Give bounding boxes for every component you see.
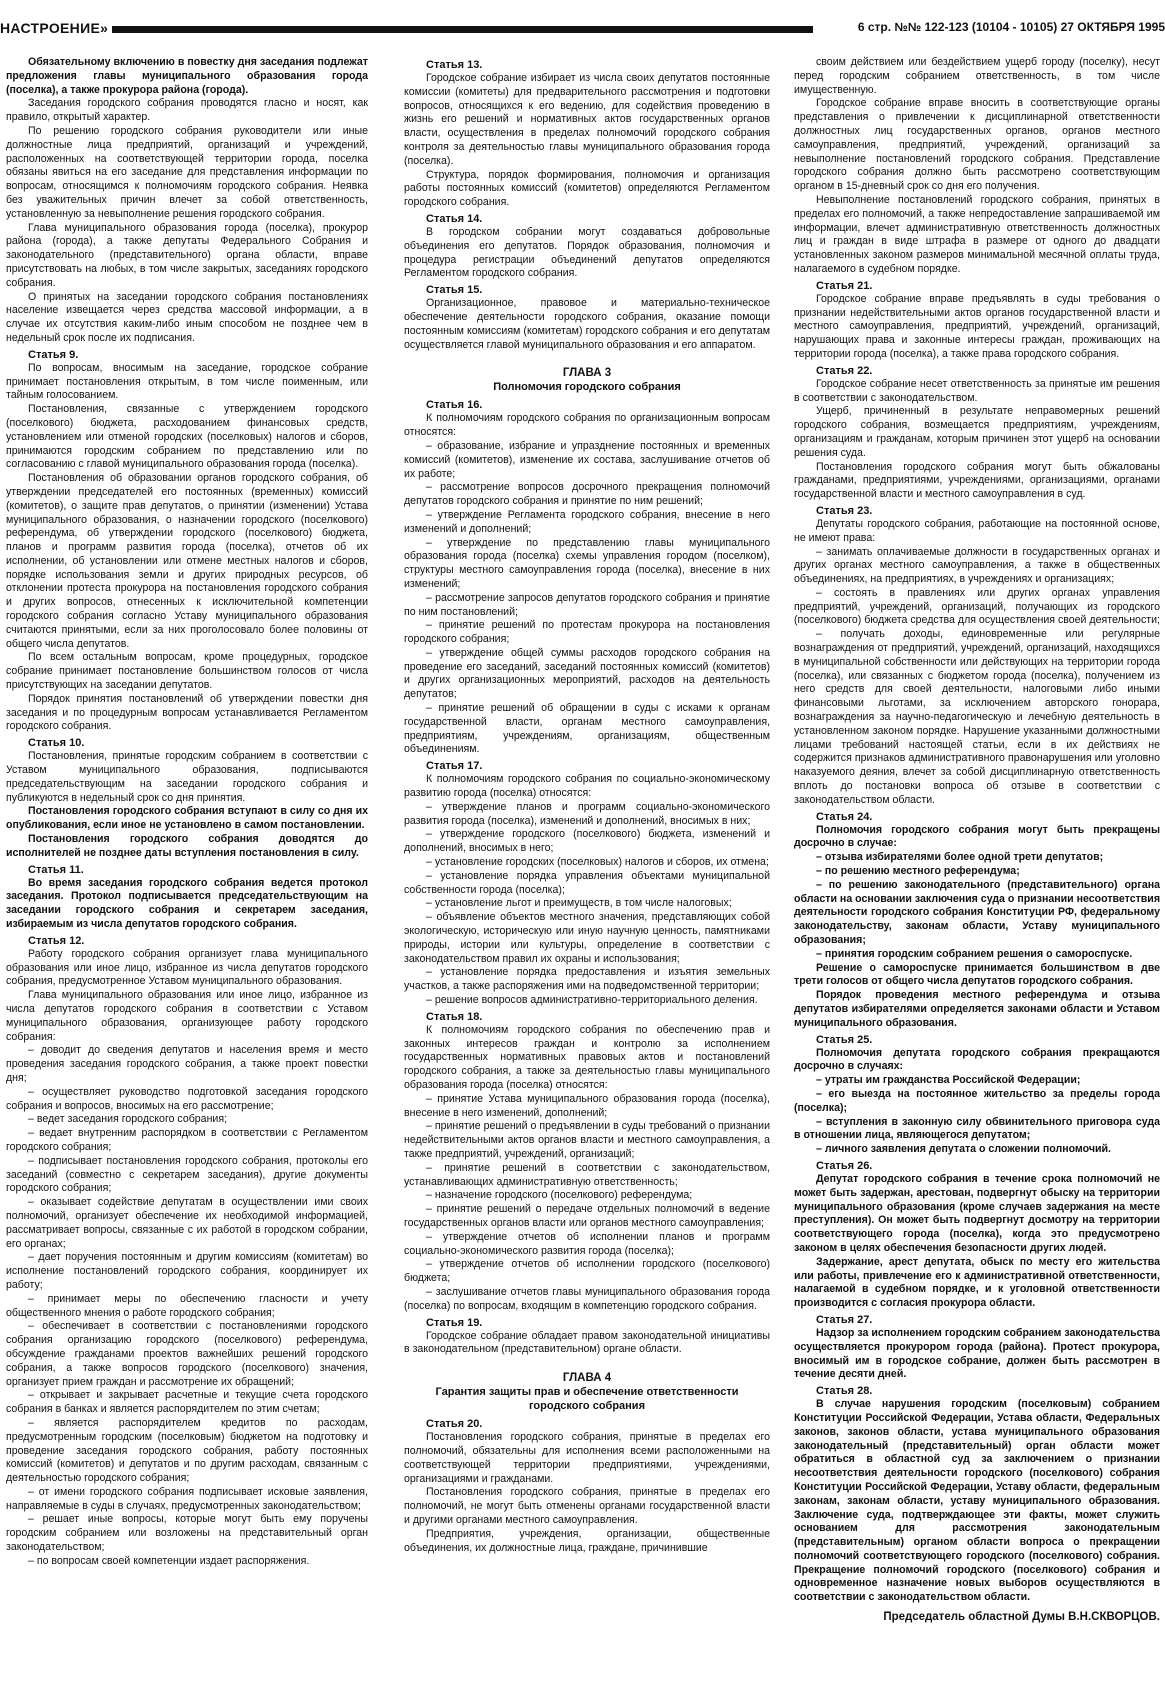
paragraph: – от имени городского собрания подписывает исковые заявления, направляемые в суды в случаях, предусмотренных законодательством; [6,1485,368,1512]
article-heading: Статья 20. [426,1418,483,1431]
paragraph: – назначение городского (поселкового) референдума; [426,1189,693,1202]
paragraph: – утверждение городского (поселкового) бюджета, изменений и дополнений, вносимых в него; [404,828,770,855]
paragraph: – состоять в правлениях или других органах управления предприятий, учреждений, организаций, получающих из городского (поселкового) бюджета средства для осуществления своей деятельности; [794,586,1160,627]
paragraph: – принимает меры по обеспечению гласности и учету общественного мнения о работе городского собрания; [6,1292,368,1319]
paragraph: Обязательному включению в повестку дня заседания подлежат предложения главы муниципального образования города (поселка), а также прокурора района (города). [6,56,368,96]
paragraph: – вступления в законную силу обвинительного приговора суда в отношении лица, являющегося депутатом; [794,1115,1160,1142]
signature-line: Председатель областной Думы В.Н.СКВОРЦОВ. [883,1611,1160,1624]
article-heading: Статья 12. [28,934,85,947]
paragraph: – образование, избрание и упразднение постоянных и временных комиссий (комитетов), изменение их состава, заслушивание отчетов об их работе; [404,439,770,480]
paragraph: – по вопросам своей компетенции издает распоряжения. [28,1554,310,1567]
paragraph: Предприятия, учреждения, организации, общественные объединения, их должностные лица, граждане, причинившие [404,1527,770,1554]
article-heading: Статья 27. [816,1313,873,1326]
paragraph: Городское собрание обладает правом законодательной инициативы в законодательном (представительном) органе области. [404,1329,770,1356]
paragraph: – принятия городским собранием решения о самороспуске. [816,947,1133,960]
paragraph: Задержание, арест депутата, обыск по месту его жительства или работы, привлечение его к административной ответственности, налагаемой в судебном порядке, и к уголовной ответственности производится с согласия прокурора области. [794,1255,1160,1310]
paragraph: К полномочиям городского собрания по организационным вопросам относятся: [404,412,770,439]
paragraph: Невыполнение постановлений городского собрания, принятых в пределах его полномочий, а также непредоставление запрашиваемой им информации, влечет административную ответственность должностных лиц и граждан в виде штрафа в размере от одного до двадцати установленных законом размеров минимальной месячной оплаты труда, налагаемого в судебном порядке. [794,193,1160,275]
paragraph: – заслушивание отчетов главы муниципального образования города (поселка) по вопросам, входящим в компетенцию городского собрания. [404,1285,770,1312]
paragraph: В случае нарушения городским (поселковым) собранием Конституции Российской Федерации, Устава области, Федеральных законов, законов области, устава муниципального образования законодательный (представительный) орган области может обратиться в областной суд за заключением о признании несоответствия деятельности городского (поселкового) собрания Конституции Российской Федерации, Уставу области, федеральным законам, законам области, уставу муниципального образования. Заключение суда, подтверждающее эти факты, может служить основанием для рассмотрения законодательным (представительным) органом области вопроса о прекращении полномочий соответствующего городского (поселкового) собрания. Прекращение полномочий городского (поселкового) собрания и одновременное назначение новых выборов осуществляются в соответствии с законодательством области. [794,1398,1160,1604]
paragraph: Структура, порядок формирования, полномочия и организация работы постоянных комиссий (комитетов) определяются Регламентом городского собрания. [404,168,770,209]
paragraph: Городское собрание вправе вносить в соответствующие органы представления о привлечении к дисциплинарной ответственности должностных лиц государственных органов, органов местного самоуправления, предприятий, учреждений, организаций за невыполнение постановлений городского собрания. Представление городского собрания должно быть рассмотрено соответствующим органом в 15-дневный срок со дня его получения. [794,97,1160,193]
paragraph: – утверждение по представлению главы муниципального образования города (поселка) схемы управления городом (поселком), структуры местного самоуправления города (поселка), внесение в них изменений; [404,536,770,590]
paragraph: – установление порядка управления объектами муниципальной собственности города (поселка); [404,869,770,896]
paragraph: Постановления городского собрания, принятые в пределах его полномочий, обязательны для исполнения всеми расположенными на соответствующей территории предприятиями, учреждениями, организациями и гражданами. [404,1431,770,1485]
paragraph: – принятие решений в соответствии с законодательством, устанавливающих административную ответственность; [404,1161,770,1188]
paragraph: – утверждение отчетов об исполнении городского (поселкового) бюджета; [404,1258,770,1285]
article-heading: Статья 17. [426,760,483,773]
article-heading: Статья 26. [816,1159,873,1172]
paragraph: Городское собрание избирает из числа своих депутатов постоянные комиссии (комитеты) для предварительного рассмотрения и подготовки вопросов, относящихся к его ведению, для содействия проведению в жизнь его решений и нормативных актов государственных органов власти, осуществления в пределах полномочий городского собрания контроля за деятельностью главы муниципального образования города (поселка). [404,72,770,167]
paragraph: По вопросам, вносимым на заседание, городское собрание принимает постановления открытым, в том числе поименным, или тайным голосованием. [6,361,368,402]
article-heading: Статья 25. [816,1033,873,1046]
paragraph: О принятых на заседании городского собрания постановлениях население извещается через средства массовой информации, а в случае их отсутствия каким-либо иным способом не позднее чем в недельный срок после их подписания. [6,290,368,344]
section-title: НАСТРОЕНИЕ» [0,20,109,36]
paragraph: – установление порядка предоставления и изъятия земельных участков, а также распоряжения ими на подведомственной территории; [404,966,770,993]
chapter-heading: ГЛАВА 4 [562,1372,612,1385]
chapter-heading: ГЛАВА 3 [562,367,612,380]
paragraph: – доводит до сведения депутатов и населения время и место проведения заседания городского собрания, а также проект повестки дня; [6,1044,368,1084]
paragraph: – ведет заседания городского собрания; [28,1113,228,1126]
paragraph: – отзыва избирателями более одной трети депутатов; [816,851,1104,864]
paragraph: Надзор за исполнением городским собранием законодательства осуществляется прокурором города (района). Протест прокурора, вносимый им в городское собрание, должен быть рассмотрен в течение десяти дней. [794,1326,1160,1381]
paragraph: – установление городских (поселковых) налогов и сборов, их отмена; [426,856,769,869]
article-heading: Статья 19. [426,1316,483,1329]
paragraph: Постановления, принятые городским собранием в соответствии с Уставом муниципального образования, подписываются председательствующим на заседании городского собрания и публикуются в недельный срок со дня принятия. [6,750,368,804]
article-heading: Статья 13. [426,59,483,71]
article-heading: Статья 21. [816,279,873,292]
paragraph: – установление льгот и преимуществ, в том числе налоговых; [426,897,732,910]
paragraph: – оказывает содействие депутатам в осуществлении ими своих полномочий, организует обеспечение их необходимой информацией, рассматривает вопросы, связанные с их работой в городском собрании, его органах; [6,1196,368,1250]
article-heading: Статья 18. [426,1010,483,1023]
paragraph: По всем остальным вопросам, кроме процедурных, городское собрание принимает постановление большинством голосов от числа присутствующих на заседании депутатов. [6,651,368,692]
paragraph: – решение вопросов административно-территориального деления. [426,994,758,1007]
paragraph: Постановления городского собрания доводятся до исполнителей не позднее даты вступления постановления в силу. [6,833,368,859]
paragraph: Депутаты городского собрания, работающие на постоянной основе, не имеют права: [794,517,1160,544]
paragraph: К полномочиям городского собрания по социально-экономическому развитию города (поселка) относятся: [404,773,770,800]
paragraph: – рассмотрение вопросов досрочного прекращения полномочий депутатов городского собрания и принятие по ним решений; [404,481,770,508]
paragraph: – его выезда на постоянное жительство за пределы города (поселка); [794,1087,1160,1114]
paragraph: К полномочиям городского собрания по обеспечению прав и законных интересов граждан и контролю за исполнением государственных нормативных правовых актов и постановлений городского собрания, а также за деятельностью главы муниципального образования города (поселка) относятся: [404,1023,770,1091]
paragraph: Глава муниципального образования или иное лицо, избранное из числа депутатов городского собрания в соответствии с Уставом муниципального образования, организующее работу городского собрания: [6,989,368,1043]
issue-info: 6 стр. №№ 122-123 (10104 - 10105) 27 ОКТЯБРЯ 1995 [857,20,1165,34]
chapter-subtitle: Полномочия городского собрания [493,381,681,394]
paragraph: – утверждение общей суммы расходов городского собрания на проведение его заседаний, заседаний постоянных комиссий (комитетов) и других организационных мероприятий, расходов на деятельность депутатов; [404,646,770,701]
paragraph: – обеспечивает в соответствии с постановлениями городского собрания организацию городского (поселкового) референдума, обсуждение гражданами проектов важнейших решений городского собрания, а также вопросов городского (поселкового) значения, организует прием граждан и рассмотрение их обращений; [6,1320,368,1388]
paragraph: – объявление объектов местного значения, представляющих собой экологическую, историческую или иную научную ценность, памятниками природы, истории или культуры, определение в соответствии с законодательством правил их охраны и использования; [404,911,770,965]
paragraph: – принятие решений о передаче отдельных полномочий в ведение государственных органов власти или органов местного самоуправления; [404,1203,770,1229]
column-1 [6,56,368,1676]
column-2 [404,56,770,1676]
masthead-rule [112,26,813,33]
paragraph: – утверждение отчетов об исполнении планов и программ социально-экономического развития города (поселка); [404,1230,770,1257]
paragraph: – решает иные вопросы, которые могут быть ему поручены городским собранием или возложены на представительный орган законодательством; [6,1513,368,1554]
paragraph: – дает поручения постоянным и другим комиссиям (комитетам) во исполнение постановлений городского собрания, координирует их работу; [6,1251,368,1291]
paragraph: Заседания городского собрания проводятся гласно и носят, как правило, открытый характер. [6,97,368,124]
paragraph: Порядок принятия постановлений об утверждении повестки дня заседания и по процедурным вопросам устанавливается Регламентом городского собрания. [6,692,368,733]
paragraph: Глава муниципального образования города (поселка), прокурор района (города), а также депутаты Федерального Собрания и законодательного (представительного) органа области, вправе присутствовать на любых, в том числе закрытых, заседаниях городского собрания. [6,221,368,289]
paragraph: – занимать оплачиваемые должности в государственных органах и других органах местного самоуправления, а также в общественных объединениях, на предприятиях, в учреждениях и организациях; [794,545,1160,586]
paragraph: – осуществляет руководство подготовкой заседания городского собрания и вопросов, вносимых на его рассмотрение; [6,1085,368,1112]
column-3 [794,56,1160,1676]
paragraph: – по решению местного референдума; [816,865,1020,878]
article-heading: Статья 9. [28,348,79,361]
article-heading: Статья 14. [426,212,483,225]
paragraph: – открывает и закрывает расчетные и текущие счета городского собрания в банках и является распорядителем по этим счетам; [6,1389,368,1416]
paragraph: – принятие решений о предъявлении в суды требований о признании недействительными актов органов власти и местного самоуправления, а также предприятий, учреждений, организаций; [404,1120,770,1160]
paragraph: – личного заявления депутата о сложении полномочий. [816,1143,1111,1156]
paragraph: – утверждение планов и программ социально-экономического развития города (поселка), изменений и дополнений, вносимых в них; [404,800,770,827]
article-heading: Статья 23. [816,504,873,517]
masthead [0,18,1165,40]
article-heading: Статья 11. [28,863,84,876]
paragraph: – рассмотрение запросов депутатов городского собрания и принятие по ним постановлений; [404,591,770,618]
paragraph: По решению городского собрания руководители или иные должностные лица предприятий, организаций и учреждений, расположенных на соответствующей территории города, поселка обязаны явиться на его заседание для представления информации по вопросам, относящимся к полномочиям городского собрания. Неявка без уважительных причин влечет за собой ответственность, установленную за невыполнение решения городского собрания. [6,124,368,220]
paragraph: Ущерб, причиненный в результате неправомерных решений городского собрания, возмещается предприятиям, учреждениям, организациям и гражданам, которым причинен этот ущерб на основании решения суда. [794,405,1160,459]
chapter-subtitle: Гарантия защиты прав и обеспечение ответственности городского собрания [435,1386,739,1413]
paragraph: – принятие решений по протестам прокурора на постановления городского собрания; [404,619,770,646]
paragraph: Организационное, правовое и материально-техническое обеспечение деятельности городского собрания, оказание помощи постоянным комиссиям (комитетам) городского собрания и его депутатам осуществляется главой муниципального образования и его аппаратом. [404,297,770,351]
paragraph: Депутат городского собрания в течение срока полномочий не может быть задержан, арестован, подвергнут обыску на территории муниципального образования (кроме случаев задержания на месте преступления). Он может быть подвергнут досмотру на территории соответствующего города (поселка), когда это предусмотрено законом в целях обеспечения безопасности других людей. [794,1172,1160,1254]
paragraph: Полномочия городского собрания могут быть прекращены досрочно в случае: [794,823,1160,850]
paragraph: – является распорядителем кредитов по расходам, предусмотренным городским (поселковым) бюджетом на подготовку и проведение заседания городского собрания, работу постоянных комиссий (комитетов) и депутатов и по другим расходам, связанным с деятельностью городского собрания; [6,1416,368,1485]
paragraph: – принятие решений об обращении в суды с исками к органам государственной власти, органам местного самоуправления, предприятиям, учреждениям, организациям, общественным объединениям. [404,702,770,756]
article-heading: Статья 16. [426,399,483,412]
paragraph: своим действием или бездействием ущерб городу (поселку), несут перед городским собранием ответственность, в том числе имущественную. [794,56,1160,96]
paragraph: – подписывает постановления городского собрания, протоколы его заседаний (совместно с секретарем заседания), другие документы городского собрания; [6,1154,368,1195]
paragraph: – утраты им гражданства Российской Федерации; [816,1074,1081,1087]
paragraph: Работу городского собрания организует глава муниципального образования или иное лицо, избранное из числа депутатов городского собрания, предусмотренное Уставом муниципального образования. [6,947,368,988]
paragraph: Полномочия депутата городского собрания прекращаются досрочно в случаях: [794,1046,1160,1073]
paragraph: Городское собрание несет ответственность за принятые им решения в соответствии с законодательством. [794,377,1160,404]
paragraph: – принятие Устава муниципального образования города (поселка), внесение в него изменений, дополнений; [404,1092,770,1119]
paragraph: Постановления, связанные с утверждением городского (поселкового) бюджета, расходованием финансовых средств, установлением или отменой городских (поселковых) налогов и сборов, принимаются городским собранием по представлению или по согласованию с главой муниципального образования города (поселка). [6,403,368,471]
paragraph: В городском собрании могут создаваться добровольные объединения его депутатов. Порядок образования, полномочия и процедура регистрации объединений депутатов определяются Регламентом городского собрания. [404,225,770,280]
paragraph: Постановления об образовании органов городского собрания, об утверждении председателей его постоянных (временных) комиссий (комитетов), о защите прав депутатов, о принятии (изменении) Устава муниципального образования, о назначении городского (поселкового) референдума, об утверждении городского (поселкового) бюджета, планов и программ развития города (поселка), отчетов об их исполнении, об установлении или отмене местных налогов и сборов, порядке использования земли и других природных ресурсов, об отклонении протеста прокурора на постановления городского собрания и других вопросов, отнесенных к исключительной компетенции городского собрания согласно Уставу муниципального образования считаются принятыми, если за них проголосовало более половины от общего числа депутатов. [6,472,368,650]
paragraph: – ведает внутренним распорядком в соответствии с Регламентом городского собрания; [6,1127,368,1153]
paragraph: Во время заседания городского собрания ведется протокол заседания. Протокол подписывается председательствующим на заседании городского собрания и секретарем заседания, избираемым из числа депутатов городского собрания. [6,876,368,931]
paragraph: – получать доходы, единовременные или регулярные вознаграждения от предприятий, учреждений, организаций, находящихся в муниципальной собственности или действующих на территории города (поселка), или связанных с бюджетом города (поселка), получением из него средств для своей деятельности, налоговыми либо иными финансовыми льготами, за исключением авторского гонорара, вознаграждения за научно-педагогическую и лечебную деятельность в установленном законом порядке. Нарушение указанными должностными лицами требований настоящей статьи, если в их действиях не содержится признаков административного правонарушения или уголовно наказуемого деяния, влечет за собой дисциплинарную ответственность вплоть до постановки вопроса об отзыве в соответствии с законодательством области. [794,628,1160,806]
article-heading: Статья 10. [28,737,85,750]
paragraph: Постановления городского собрания могут быть обжалованы гражданами, предприятиями, учреждениями, организациями, органами государственной власти и местного самоуправления в суд. [794,460,1160,501]
paragraph: – утверждение Регламента городского собрания, внесение в него изменений и дополнений; [404,508,770,535]
article-heading: Статья 22. [816,364,873,377]
paragraph: Решение о самороспуске принимается большинством в две трети голосов от общего числа депутатов городского собрания. [794,961,1160,988]
article-heading: Статья 15. [426,284,483,297]
article-heading: Статья 28. [816,1385,873,1398]
article-heading: Статья 24. [816,810,873,823]
paragraph: Городское собрание вправе предъявлять в суды требования о признании недействительными актов органов государственной власти и местного самоуправления, предприятий, учреждений, организаций, нарушающих права и законные интересы граждан, проживающих на территории города (поселка), а также права городского собрания. [794,292,1160,360]
paragraph: Порядок проведения местного референдума и отзыва депутатов избирателями определяется законами области и Уставом муниципального образования. [794,989,1160,1029]
paragraph: Постановления городского собрания, принятые в пределах его полномочий, не могут быть отменены органами государственной власти и другими органами местного самоуправления. [404,1486,770,1526]
paragraph: – по решению законодательного (представительного) органа области на основании заключения суда о признании несоответствия деятельности городского собрания Конституции РФ, федеральному законодательству, законам области, Уставу муниципального образования; [794,878,1160,947]
paragraph: Постановления городского собрания вступают в силу со дня их опубликования, если иное не установлено в самом постановлении. [6,805,368,832]
